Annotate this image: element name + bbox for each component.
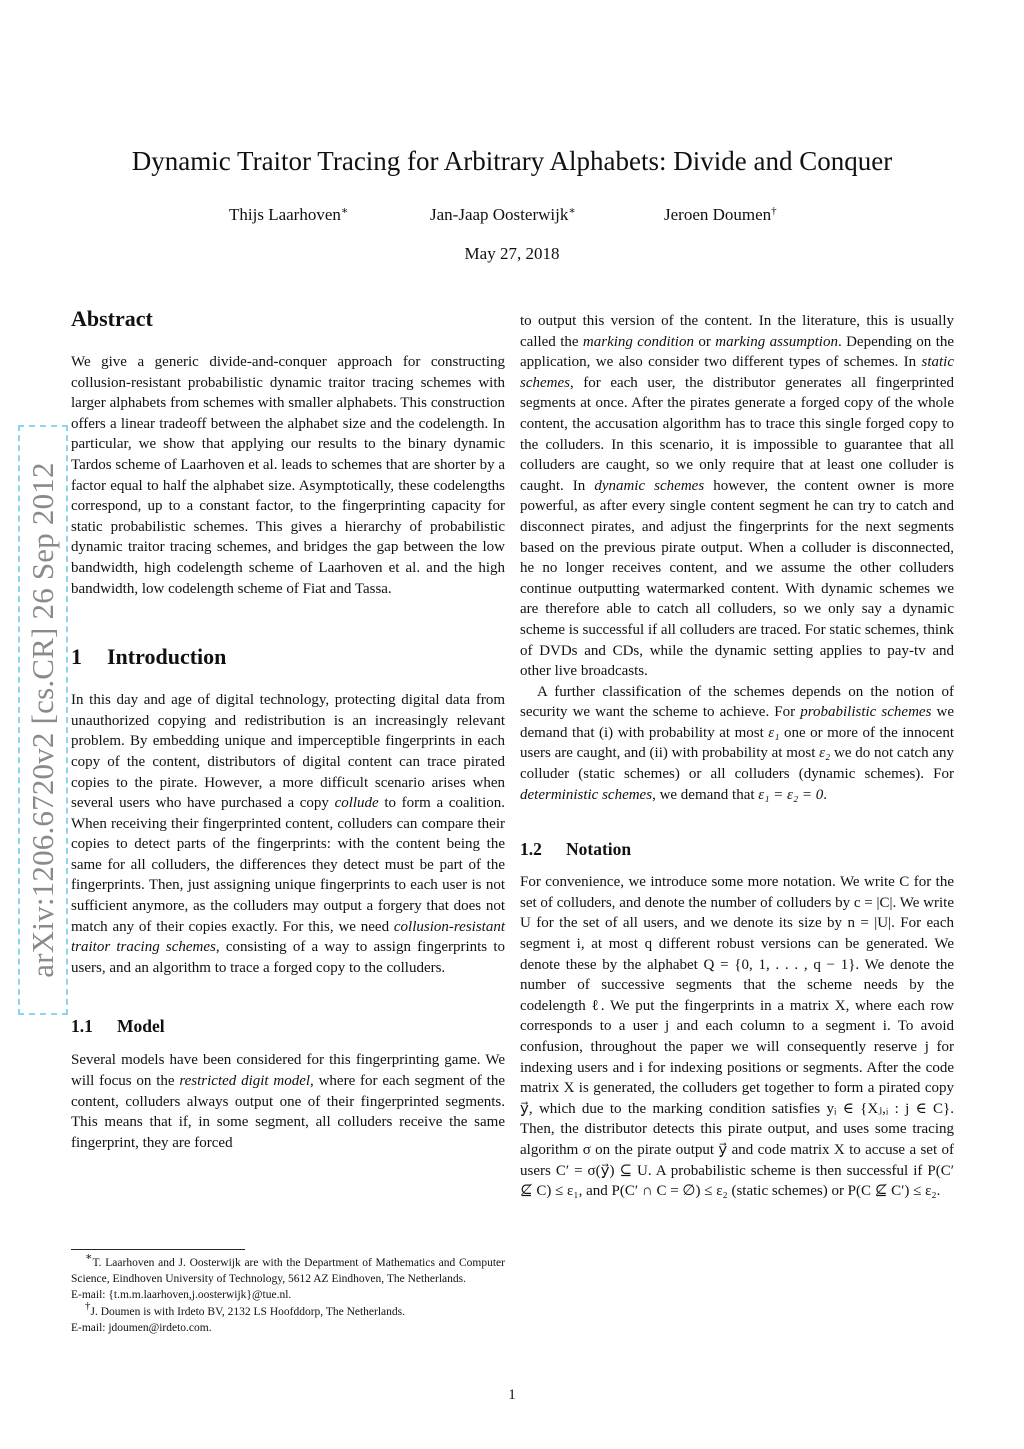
right-column: [520, 311, 954, 1202]
arxiv-stamp: arXiv:1206.6720v2 [cs.CR] 26 Sep 2012: [25, 462, 60, 978]
model-paragraph-2: A further classification of the schemes depends on the notion of security we want the scheme to achieve. For probabilistic schemes we demand that (i) with probability at most ε₁ one or more of the innocent users are caught, and (ii) with probability at most ε₂ we do not catch any colluder (static schemes) or all colluders (dynamic schemes). For deterministic schemes, we demand that ε₁ = ε₂ = 0.: [520, 683, 954, 803]
page-number: 1: [508, 1387, 516, 1403]
notation-paragraph: For convenience, we introduce some more notation. We write C for the set of colluders, and denote the number of colluders by c = |C|. We write U for the set of all users, and we denote its size by n = |U|. For each segment i, at most q different robust versions can be generated. We denote these by the alphabet Q = {0, 1, . . . , q − 1}. We denote the number of successive segments that the scheme needs by the codelength ℓ. We put the fingerprints in a matrix X, where each row corresponds to a user j and each column to a segment i. To avoid confusion, throughout the paper we will consequently reserve j for indexing users and i for indexing positions or segments. After the code matrix X is generated, the colluders get together to form a pirated copy y⃗, which due to the marking condition satisfies yᵢ ∈ {Xⱼ,ᵢ : j ∈ C}. Then, the distributor detects this pirate output, and uses some tracing algorithm σ on the pirate output y⃗ and code matrix X to accuse a set of users C′ = σ(y⃗) ⊆ U. A probabilistic scheme is then successful if P(C′ ⊈ C) ≤ ε₁, and P(C′ ∩ C = ∅) ≤ ε₂ (static schemes) or P(C ⊈ C′) ≤ ε₂.: [520, 874, 954, 1200]
abstract-heading: Abstract: [71, 306, 153, 331]
model-paragraph-start: Several models have been considered for this fingerprinting game. We will focus on the restricted digit model, where for each segment of the content, colluders always output one of their fingerprinted segments. This means that if, in some segment, all colluders receive the same fingerprint, they are forced: [71, 1052, 506, 1151]
footnote-2: †J. Doumen is with Irdeto BV, 2132 LS Hoofddorp, The Netherlands.: [85, 1299, 406, 1318]
paper-date: May 27, 2018: [464, 244, 560, 263]
footnote-1: ∗T. Laarhoven and J. Oosterwijk are with the Department of Mathematics and Computer Science, Eindhoven University of Technology, 5612 AZ Eindhoven, The Netherlands.: [71, 1251, 505, 1286]
author-2: Jan-Jaap Oosterwijk∗: [430, 205, 576, 224]
author-3: Jeroen Doumen†: [664, 205, 777, 224]
introduction-paragraph: In this day and age of digital technology, protecting digital data from unauthorized copying and redistribution is an increasingly relevant problem. By embedding unique and imperceptible fingerprints in each copy of the content, distributors of digital content can trace pirated copies to the pirate. However, a more difficult scenario arises when several users who have purchased a copy collude to form a coalition. When receiving their fingerprinted content, colluders can compare their copies to detect parts of the fingerprints: with the content being the same for all colluders, the differences they detect must be part of the fingerprints. Then, just assigning unique fingerprints to each user is not sufficient anymore, as the colluders may output a forgery that does not match any of their copies exactly. For this, we need collusion-resistant traitor tracing schemes, consisting of a way to assign fingerprints to users, and an algorithm to trace a forged copy to the colluders.: [71, 692, 505, 976]
notation-heading: 1.2 Notation: [520, 839, 632, 860]
left-column: [71, 305, 505, 1153]
footnote-1-email: E-mail: {t.m.m.laarhoven,j.oosterwijk}@tue.nl.: [71, 1289, 292, 1302]
footnotes: [71, 1251, 505, 1336]
footnote-rule: [71, 1249, 245, 1250]
introduction-heading: 1 Introduction: [71, 644, 227, 670]
author-1: Thijs Laarhoven∗: [229, 205, 349, 224]
model-heading: 1.1 Model: [71, 1016, 165, 1037]
abstract-text: We give a generic divide-and-conquer approach for constructing collusion-resistant probabilistic dynamic traitor tracing schemes with larger alphabets from schemes with smaller alphabets. This construction offers a linear tradeoff between the alphabet size and the codelength. In particular, we show that applying our results to the binary dynamic Tardos scheme of Laarhoven et al. leads to schemes that are shorter by a factor equal to half the alphabet size. Asymptotically, these codelengths correspond, up to a constant factor, to the fingerprinting capacity for static probabilistic schemes. This gives a hierarchy of probabilistic dynamic traitor tracing schemes, and bridges the gap between the low bandwidth, high codelength scheme of Laarhoven et al. and the high bandwidth, low codelength scheme of Fiat and Tassa.: [71, 354, 505, 597]
model-paragraph-continued: to output this version of the content. In the literature, this is usually called the marking condition or marking assumption. Depending on the application, we also consider two different types of schemes. In static schemes, for each user, the distributor generates all fingerprinted segments at once. After the pirates generate a forged copy of the whole content, the accusation algorithm has to trace this single forged copy to the colluders. In this scenario, it is impossible to guarantee that all colluders are caught, so we only require that at least one colluder is caught. In dynamic schemes however, the content owner is more powerful, as after every single content segment he can try to catch and disconnect pirates, and adjust the fingerprints for the next segments based on the previous pirate output. When a colluder is disconnected, he no longer receives content, and we assume the other colluders continue outputting watermarked content. With dynamic schemes we are therefore able to catch all colluders, so we only say a dynamic scheme is successful if all colluders are traced. For static schemes, think of DVDs and CDs, while the dynamic setting applies to pay-tv and other live broadcasts.: [520, 313, 955, 680]
footnote-2-email: E-mail: jdoumen@irdeto.com.: [71, 1321, 212, 1334]
paper-title: Dynamic Traitor Tracing for Arbitrary Alphabets: Divide and Conquer: [131, 146, 893, 176]
